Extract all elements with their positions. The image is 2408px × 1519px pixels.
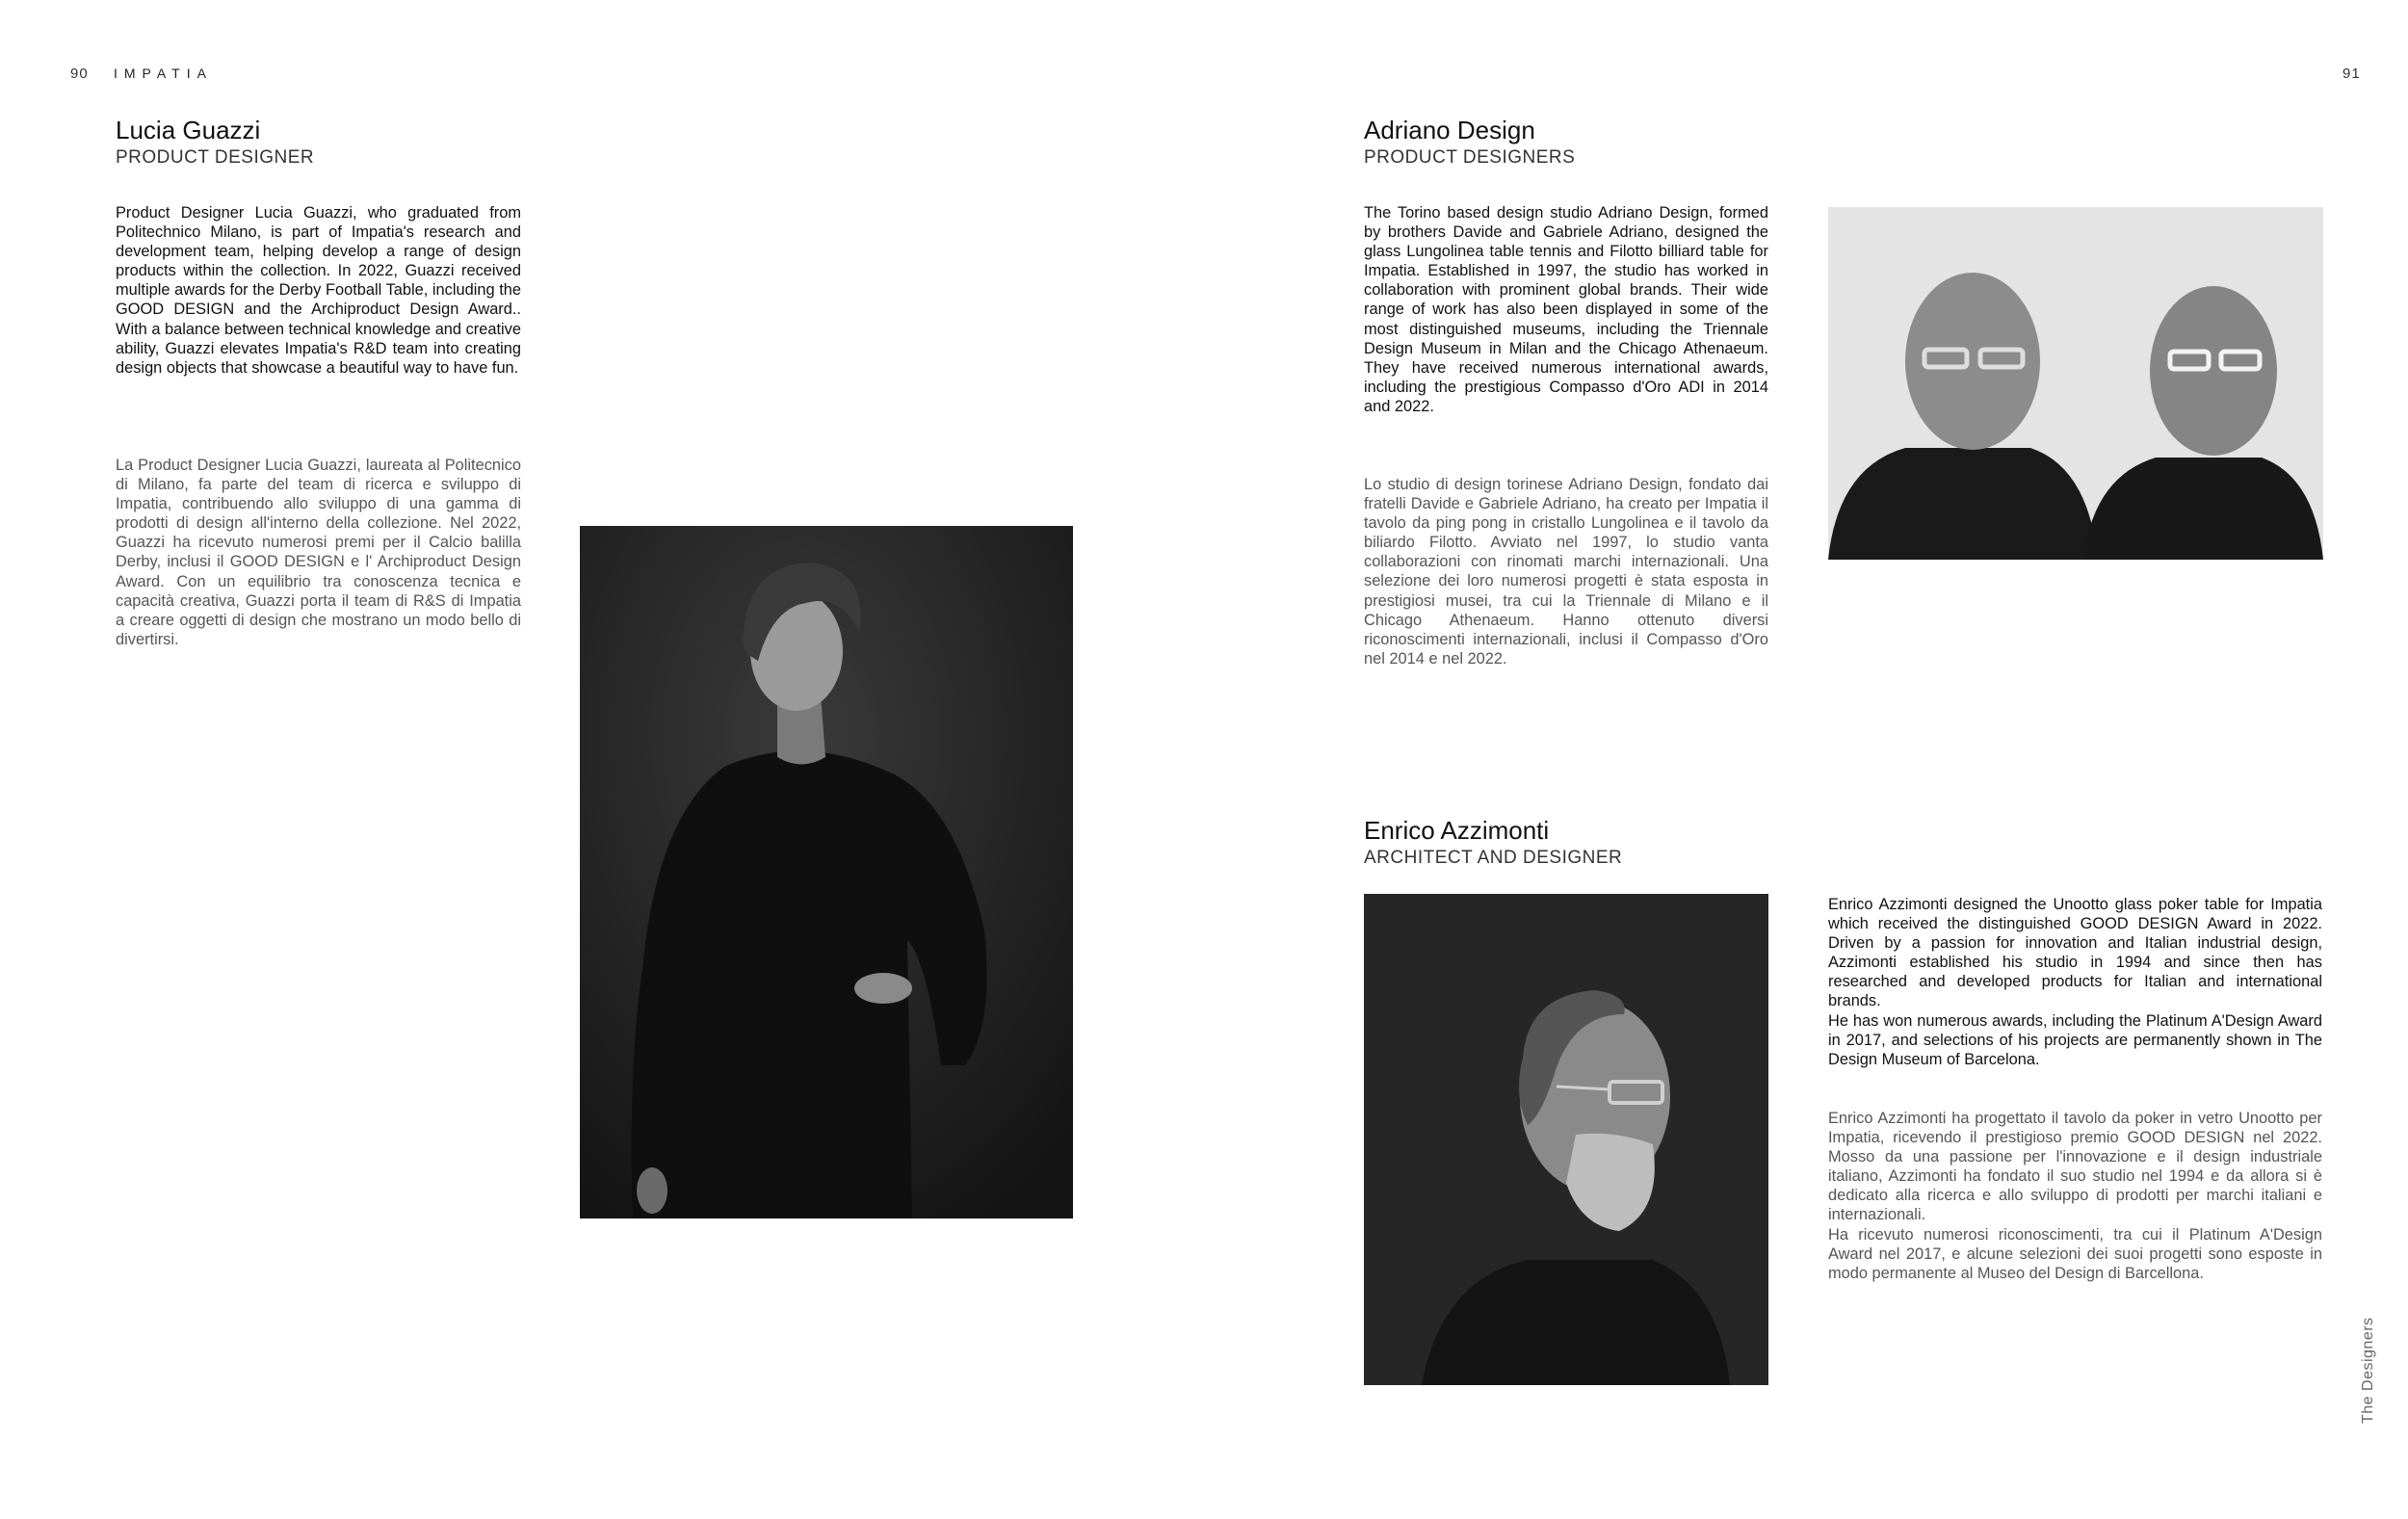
bio-english-enrico-text-1: Enrico Azzimonti designed the Unootto glass poker table for Impatia which received the distinguished GOOD DESIGN Award in 2022. Driven by a passion for innovation and Italian industrial design, Azzimonti established his studio in 1994 and since then has researched and developed products for Italian and international brands. bbox=[1828, 896, 2322, 1010]
portrait-enrico-illustration bbox=[1364, 894, 1768, 1385]
portrait-lucia-illustration bbox=[580, 526, 1073, 1218]
portrait-adriano-illustration bbox=[1828, 207, 2323, 560]
bio-english-lucia-text: Product Designer Lucia Guazzi, who graduated from Politechnico Milano, is part of Impatia's research and development team, helping develop a range of design products within the collection. In 2022, Guazzi received multiple awards for the Derby Football Table, including the GOOD DESIGN and the Archiproduct Design Award.. With a balance between technical knowledge and creative ability, Guazzi elevates Impatia's R&D team into creating design objects that showcase a beautiful way to have fun. bbox=[116, 204, 521, 377]
bio-italian-lucia-text: La Product Designer Lucia Guazzi, laureata al Politecnico di Milano, fa parte del team di ricerca e sviluppo di Impatia, contribuendo allo sviluppo di una gamma di prodotti di design all'interno della collezione. Nel 2022, Guazzi ha ricevuto numerosi premi per il Calcio balilla Derby, inclusi il GOOD DESIGN e l' Archiproduct Design Award. Con un equilibrio tra conoscenza tecnica e capacità creativa, Guazzi porta il team di R&S di Impatia a creare oggetti di design che mostrano un modo bello di divertirsi. bbox=[116, 457, 521, 648]
designer-name-adriano: Adriano Design bbox=[1364, 116, 1535, 144]
bio-italian-adriano bbox=[1364, 475, 1768, 668]
portrait-photo-enrico bbox=[1364, 894, 1768, 1385]
portrait-photo-lucia bbox=[580, 526, 1073, 1218]
bio-english-adriano bbox=[1364, 203, 1768, 416]
bio-english-enrico-text-2: He has won numerous awards, including the Platinum A'Design Award in 2017, and selections of his projects are permanently shown in The Design Museum of Barcelona. bbox=[1828, 1011, 2322, 1068]
bio-english-enrico bbox=[1828, 895, 2322, 1069]
bio-italian-adriano-text: Lo studio di design torinese Adriano Design, fondato dai fratelli Davide e Gabriele Adriano, ha creato per Impatia il tavolo da ping pong in cristallo Lungolinea e il tavolo da biliardo Filotto. Avviato nel 1997, lo studio vanta collaborazioni con rinomati marchi internazionali. Una selezione dei loro numerosi progetti è stata esposta in prestigiosi musei, tra cui la Triennale di Milano e il Chicago Athenaeum. Hanno ottenuto diversi riconoscimenti internazionali, inclusi il Compasso d'Oro nel 2014 e nel 2022. bbox=[1364, 476, 1768, 668]
section-side-label: The Designers bbox=[2360, 1317, 2376, 1424]
brand-logo: IMPATIA bbox=[114, 65, 213, 81]
designer-role-adriano: PRODUCT DESIGNERS bbox=[1364, 147, 1576, 168]
designer-role-enrico: ARCHITECT AND DESIGNER bbox=[1364, 848, 1623, 868]
right-page-number: 91 bbox=[2343, 65, 2361, 82]
bio-italian-enrico-text-1: Enrico Azzimonti ha progettato il tavolo da poker in vetro Unootto per Impatia, ricevendo il prestigioso premio GOOD DESIGN nel 2022. Mosso da una passione per l'innovazione e il design industriale italiano, Azzimonti ha fondato il suo studio nel 1994 e da allora si è dedicato alla ricerca e allo sviluppo di prodotti per marchi italiani e internazionali. bbox=[1828, 1110, 2322, 1224]
designer-name-lucia: Lucia Guazzi bbox=[116, 116, 261, 144]
bio-english-lucia bbox=[116, 203, 521, 378]
portrait-photo-adriano bbox=[1828, 207, 2323, 560]
bio-italian-lucia bbox=[116, 456, 521, 649]
designer-role-lucia: PRODUCT DESIGNER bbox=[116, 147, 315, 168]
bio-italian-enrico bbox=[1828, 1109, 2322, 1283]
bio-italian-enrico-text-2: Ha ricevuto numerosi riconoscimenti, tra cui il Platinum A'Design Award nel 2017, e alcune selezioni dei suoi progetti sono esposte in modo permanente al Museo del Design di Barcellona. bbox=[1828, 1225, 2322, 1282]
bio-english-adriano-text: The Torino based design studio Adriano Design, formed by brothers Davide and Gabriele Adriano, designed the glass Lungolinea table tennis and Filotto billiard table for Impatia. Established in 1997, the studio has worked in collaboration with prominent global brands. Their wide range of work has also been displayed in some of the most distinguished museums, including the Triennale Design Museum in Milan and the Chicago Athenaeum. They have received numerous international awards, including the prestigious Compasso d'Oro ADI in 2014 and 2022. bbox=[1364, 204, 1768, 415]
designer-name-enrico: Enrico Azzimonti bbox=[1364, 816, 1550, 845]
left-page-number: 90 bbox=[70, 65, 89, 82]
